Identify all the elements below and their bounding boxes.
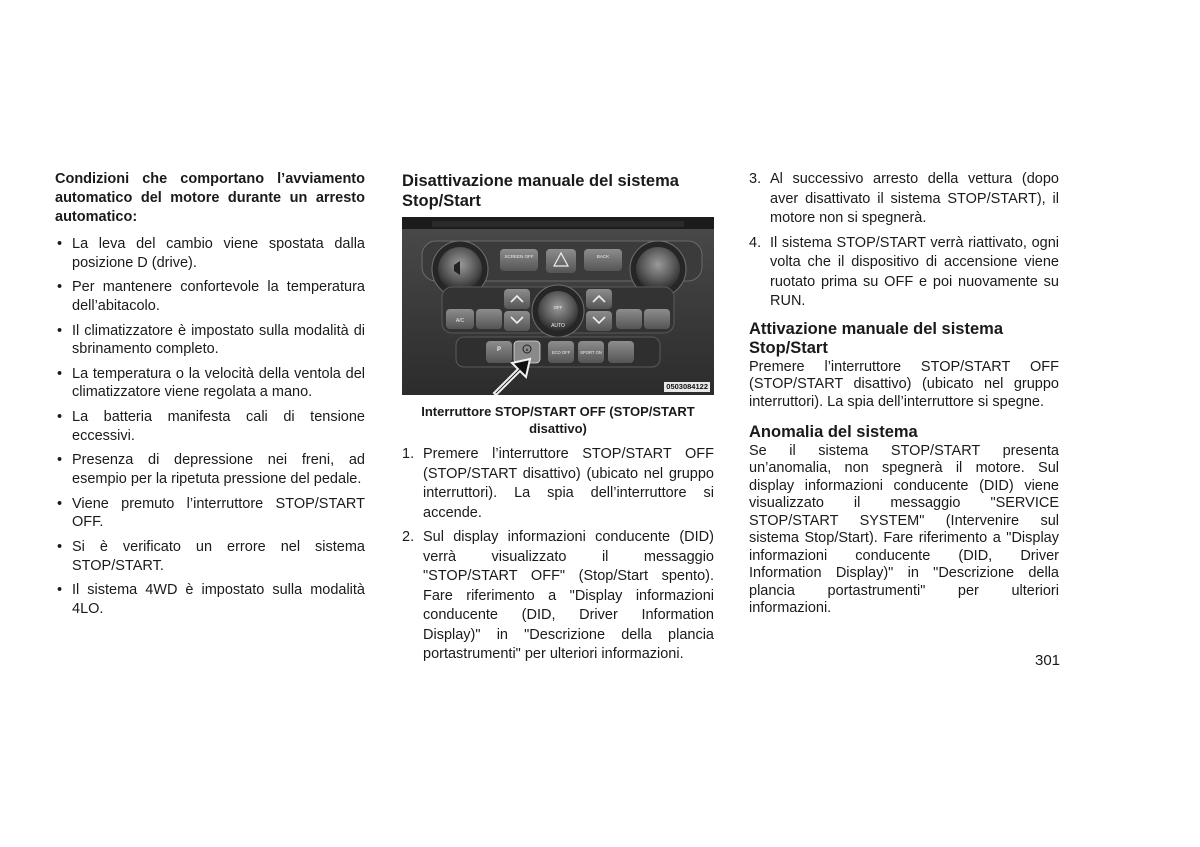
activation-paragraph: Premere l’interruttore STOP/START OFF (STOP/START disattivo) (ubicato nel gruppo interruttori). La spia dell’interruttore si spegne. <box>749 358 1059 410</box>
step-text: Premere l’interruttore STOP/START OFF (STOP/START disattivo) (ubicato nel gruppo interruttori). La spia dell’interruttore si accende. <box>423 446 714 521</box>
recirc-button <box>476 309 502 329</box>
svg-text:A: A <box>525 347 529 352</box>
section-heading-deactivation: Disattivazione manuale del sistema Stop/Start <box>402 172 679 210</box>
steps-list-continued <box>749 170 1059 312</box>
section-heading-fault: Anomalia del sistema <box>749 423 918 441</box>
fault-paragraph: Se il sistema STOP/START presenta un’anomalia, non spegnerà il motore. Sul display informazioni conducente (DID) viene visualizzato il messaggio "SERVICE STOP/START SYSTEM" (Intervenire sul sistema Stop/Start). Fare riferimento a "Display informazioni conducente (DID, Driver Information Display)" in "Descrizione della plancia portastrumenti" per ulteriori informazioni. <box>749 442 1059 616</box>
list-item <box>55 408 365 445</box>
figure-caption: Interruttore STOP/START OFF (STOP/START disattivo) <box>421 404 695 436</box>
bullet-icon: • <box>57 539 63 556</box>
temp-up-right-button <box>586 289 612 309</box>
list-item <box>749 170 1059 229</box>
section-heading-activation: Attivazione manuale del sistema Stop/Start <box>749 319 1004 357</box>
step-text: Sul display informazioni conducente (DID) verrà visualizzato il messaggio "STOP/START OFF" (Stop/Start spento). Fare riferimento a "Display informazioni conducente (DID, Driver Information Display)" in "Descrizione della plancia portastrumenti" per ulteriori informazioni. <box>423 529 714 662</box>
bullet-icon: • <box>57 279 63 296</box>
screen-off-button <box>500 249 538 271</box>
rear-defrost-button <box>644 309 670 329</box>
bullet-icon: • <box>57 452 63 469</box>
list-item <box>55 581 365 618</box>
list-item-text: La leva del cambio viene spostata dalla posizione D (drive). <box>72 236 365 271</box>
temp-down-right-button <box>586 311 612 331</box>
left-column <box>55 170 365 625</box>
list-item-text: Viene premuto l’interruttore STOP/START OFF. <box>72 495 365 531</box>
list-item <box>55 278 365 315</box>
step-number: 3. <box>749 171 762 187</box>
list-item <box>55 322 365 359</box>
list-item-text: Si è verificato un errore nel sistema STOP/START. <box>72 539 365 574</box>
eco-off-label: ECO OFF <box>551 350 571 355</box>
step-number: 2. <box>402 529 415 545</box>
step-text: Al successivo arresto della vettura (dopo aver disattivato il sistema STOP/START), il motore non si spegnerà. <box>770 171 1059 226</box>
list-item-text: La batteria manifesta cali di tensione eccessivi. <box>72 409 365 444</box>
bullet-icon: • <box>57 409 63 426</box>
list-item <box>749 234 1059 312</box>
step-number: 1. <box>402 446 415 462</box>
conditions-title: Condizioni che comportano l’avviamento automatico del motore durante un arresto automatico: <box>55 171 365 225</box>
switch-panel-figure <box>402 217 714 395</box>
switch-panel-illustration <box>402 217 714 395</box>
off-label: OFF <box>553 305 563 310</box>
figure-code: 0503084122 <box>666 382 708 391</box>
list-item-text: Il sistema 4WD è impostato sulla modalità 4LO. <box>72 582 365 617</box>
middle-column <box>402 170 714 670</box>
back-button <box>584 249 622 271</box>
step-text: Il sistema STOP/START verrà riattivato, ogni volta che il dispositivo di accensione viene ruotato prima su OFF e poi nuovamente su RUN. <box>770 234 1059 309</box>
back-label: BACK <box>596 254 610 259</box>
list-item-text: Presenza di depressione nei freni, ad esempio per la ripetuta pressione del pedale. <box>72 452 365 487</box>
bullet-icon: • <box>57 495 63 512</box>
list-item-text: Per mantenere confortevole la temperatura dell’abitacolo. <box>72 279 365 314</box>
list-item-text: La temperatura o la velocità della ventola del climatizzatore viene regolata a mano. <box>72 365 365 401</box>
temp-down-left-button <box>504 311 530 331</box>
list-item-text: Il climatizzatore è impostato sulla modalità di sbrinamento completo. <box>72 322 365 358</box>
page-number: 301 <box>1035 652 1061 669</box>
steps-list <box>402 445 714 665</box>
list-item <box>55 495 365 532</box>
park-label: P <box>496 347 502 353</box>
temp-up-left-button <box>504 289 530 309</box>
hill-descent-button <box>608 341 634 363</box>
right-column <box>749 170 1059 618</box>
sport-on-label: SPORT ON <box>580 350 602 355</box>
list-item <box>55 451 365 488</box>
list-item <box>55 235 365 272</box>
defrost-button <box>616 309 642 329</box>
list-item <box>55 365 365 402</box>
step-number: 4. <box>749 234 762 251</box>
list-item <box>55 538 365 575</box>
bullet-icon: • <box>57 322 63 339</box>
ac-label: A/C <box>455 318 465 324</box>
conditions-list <box>55 235 365 618</box>
screen-off-label: SCREEN OFF <box>504 254 534 259</box>
bullet-icon: • <box>57 365 63 382</box>
bullet-icon: • <box>57 582 63 599</box>
list-item <box>402 445 714 523</box>
auto-label: AUTO <box>551 323 565 329</box>
list-item <box>402 528 714 665</box>
bullet-icon: • <box>57 236 63 252</box>
